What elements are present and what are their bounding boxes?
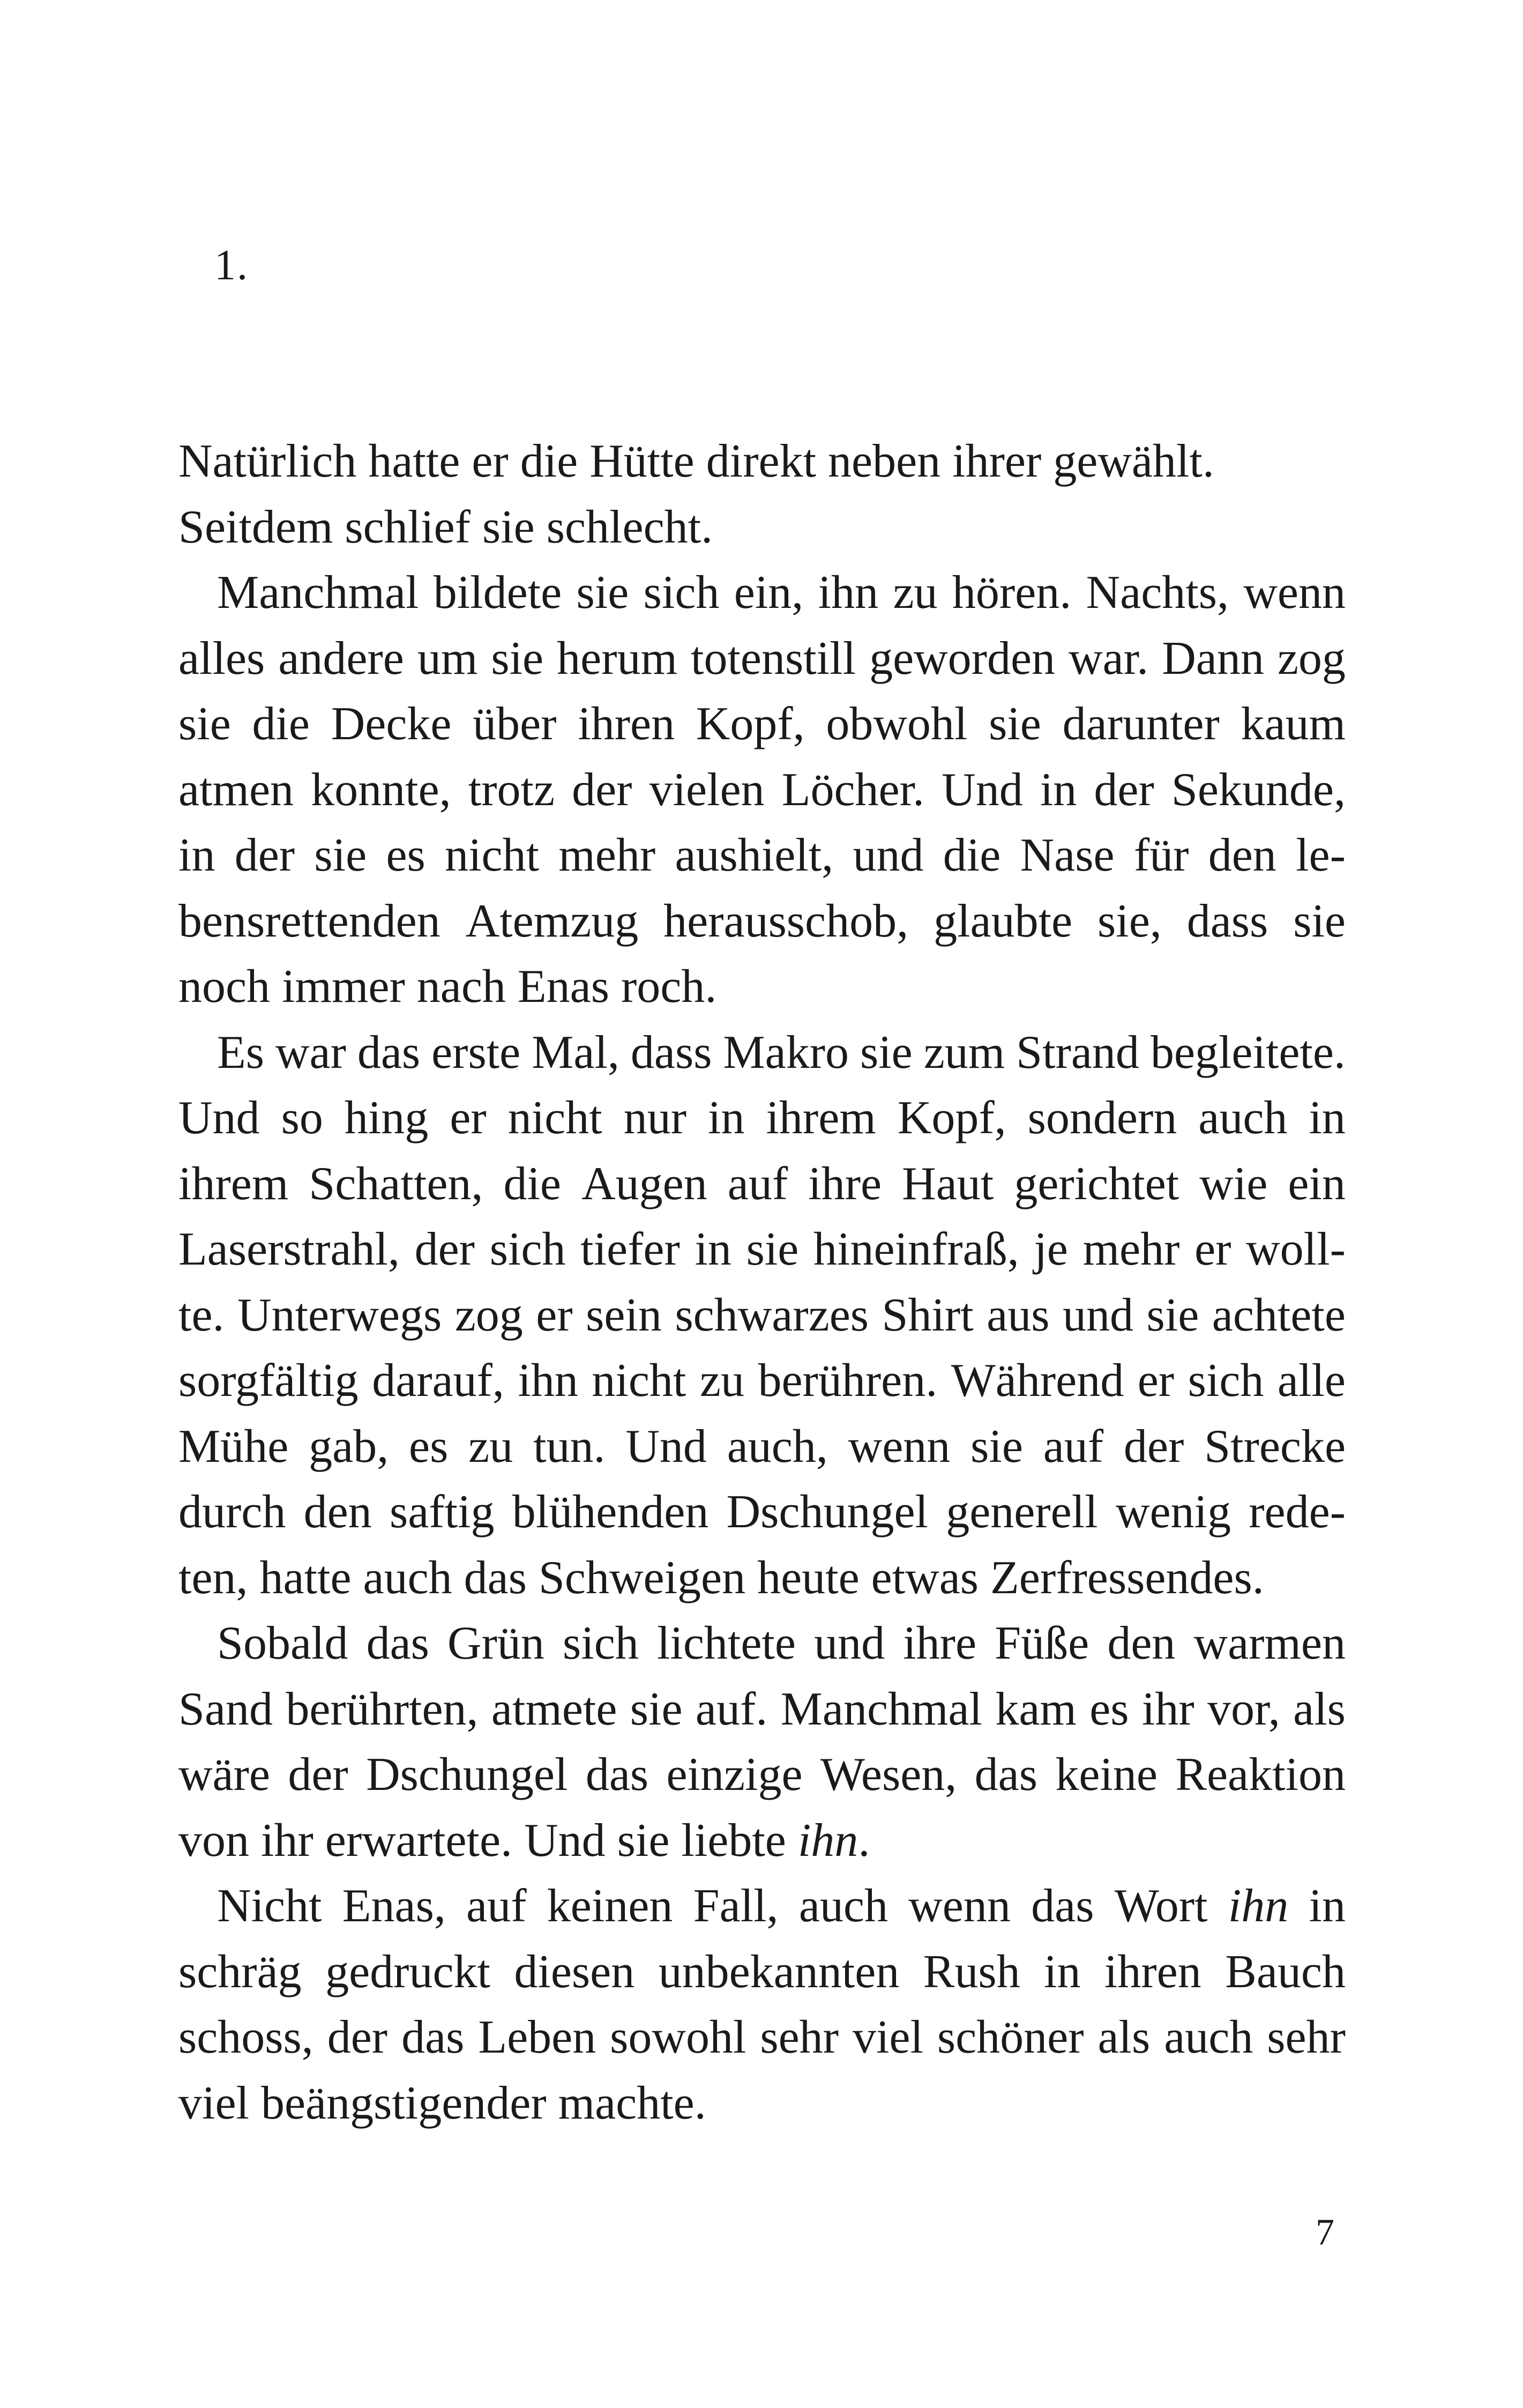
text-line: schräg gedruckt diesen unbekannten Rush in ihren Bauch [178,1945,1346,1998]
text-line: Sand berührten, atmete sie auf. Manchmal kam es ihr vor, als [178,1683,1346,1735]
text-line: wäre der Dschungel das einzige Wesen, das keine Reaktion [178,1749,1346,1801]
text-line: viel beängstigender machte. [178,2077,706,2129]
chapter-number: 1. [214,242,249,289]
text-line: Sobald das Grün sich lichtete und ihre Füße den warmen [217,1617,1346,1669]
text-line: atmen konnte, trotz der vielen Löcher. Und in der Sekunde, [178,763,1346,816]
text-line: Natürlich hatte er die Hütte direkt neben ihrer gewählt. [178,435,1214,487]
text-line: Nicht Enas, auf keinen Fall, auch wenn das Wort ihn in [217,1880,1346,1932]
text-line: von ihr erwartete. Und sie liebte ihn. [178,1814,870,1867]
text-line: Mühe gab, es zu tun. Und auch, wenn sie auf der Strecke [178,1420,1346,1473]
text-line: alles andere um sie herum totenstill geworden war. Dann zog [178,632,1346,685]
text-line: Manchmal bildete sie sich ein, ihn zu hören. Nachts, wenn [217,567,1346,619]
text-line: in der sie es nicht mehr aushielt, und die Nase für den le- [178,829,1346,881]
text-line: ten, hatte auch das Schweigen heute etwas Zerfressendes. [178,1551,1264,1604]
text-line: bensrettenden Atemzug herausschob, glaubte sie, dass sie [178,895,1346,947]
text-line: schoss, der das Leben sowohl sehr viel schöner als auch sehr [178,2011,1346,2063]
text-line: Und so hing er nicht nur in ihrem Kopf, sondern auch in [178,1092,1346,1144]
text-line: noch immer nach Enas roch. [178,961,717,1013]
text-line: ihrem Schatten, die Augen auf ihre Haut gerichtet wie ein [178,1157,1346,1210]
text-line: Seitdem schlief sie schlecht. [178,501,713,553]
text-line: sorgfältig darauf, ihn nicht zu berühren. Während er sich alle [178,1355,1346,1407]
text-line: durch den saftig blühenden Dschungel generell wenig rede- [178,1486,1346,1538]
text-line: Es war das erste Mal, dass Makro sie zum Strand begleitete. [217,1026,1346,1079]
page-number: 7 [1316,2212,1334,2253]
text-line: te. Unterwegs zog er sein schwarzes Shirt aus und sie achtete [178,1289,1346,1341]
text-line: Laserstrahl, der sich tiefer in sie hineinfraß, je mehr er woll- [178,1223,1346,1275]
text-line: sie die Decke über ihren Kopf, obwohl sie darunter kaum [178,698,1346,750]
body-text [178,429,1346,2136]
